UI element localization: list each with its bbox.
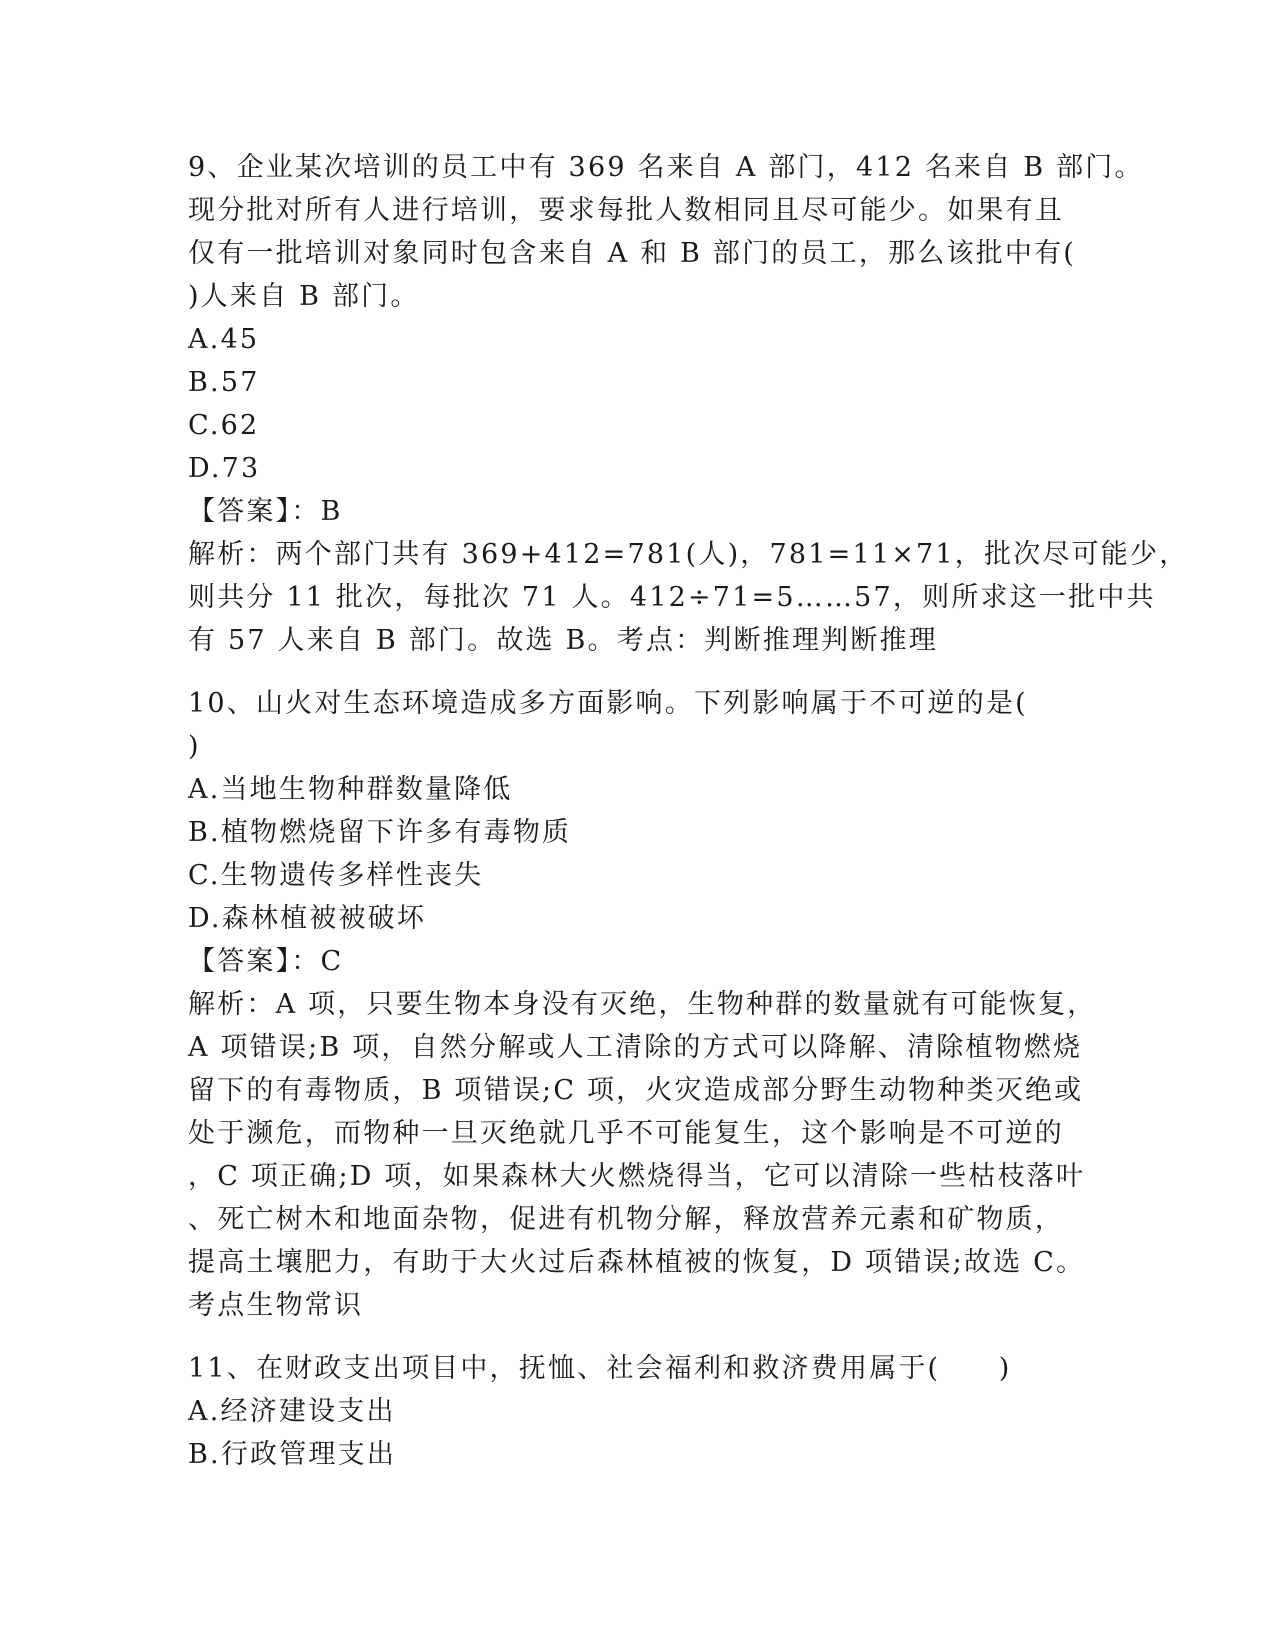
option-b: B.行政管理支出 bbox=[188, 1439, 397, 1470]
analysis-line: 留下的有毒物质，B 项错误;C 项，火灾造成部分野生动物种类灭绝或 bbox=[188, 1075, 1084, 1106]
option-d: D.森林植被被破坏 bbox=[188, 903, 427, 934]
answer-label: 【答案】：C bbox=[188, 946, 344, 977]
question-10 bbox=[188, 682, 1097, 1327]
analysis-line: 则共分 11 批次，每批次 71 人。412÷71=5……57，则所求这一批中共 bbox=[188, 582, 1156, 613]
analysis-line: ，C 项正确;D 项，如果森林大火燃烧得当，它可以清除一些枯枝落叶 bbox=[188, 1161, 1086, 1192]
question-stem-line: 11、在财政支出项目中，抚恤、社会福利和救济费用属于( ) bbox=[188, 1353, 1012, 1384]
option-d: D.73 bbox=[188, 453, 261, 484]
question-stem-line: )人来自 B 部门。 bbox=[188, 281, 420, 312]
question-9 bbox=[188, 146, 1189, 662]
question-stem-line: 10、山火对生态环境造成多方面影响。下列影响属于不可逆的是( bbox=[188, 688, 1028, 719]
analysis-line: 处于濒危，而物种一旦灭绝就几乎不可能复生，这个影响是不可逆的 bbox=[188, 1118, 1064, 1149]
option-c: C.生物遗传多样性丧失 bbox=[188, 860, 484, 891]
question-stem-line: 9、企业某次培训的员工中有 369 名来自 A 部门，412 名来自 B 部门。 bbox=[188, 152, 1144, 183]
answer-label: 【答案】：B bbox=[188, 496, 343, 527]
analysis-line: 有 57 人来自 B 部门。故选 B。考点：判断推理判断推理 bbox=[188, 625, 938, 656]
question-11 bbox=[188, 1347, 1088, 1476]
analysis-line: 解析：A 项，只要生物本身没有灭绝，生物种群的数量就有可能恢复， bbox=[188, 989, 1097, 1020]
question-stem-line: 现分批对所有人进行培训，要求每批人数相同且尽可能少。如果有且 bbox=[188, 195, 1064, 226]
document-page bbox=[188, 146, 1189, 1476]
option-a: A.经济建设支出 bbox=[188, 1396, 396, 1427]
option-b: B.植物燃烧留下许多有毒物质 bbox=[188, 817, 572, 848]
analysis-line: 解析：两个部门共有 369+412=781(人)，781=11×71，批次尽可能少， bbox=[188, 539, 1189, 570]
option-a: A.当地生物种群数量降低 bbox=[188, 774, 513, 805]
analysis-line: 、死亡树木和地面杂物，促进有机物分解，释放营养元素和矿物质， bbox=[188, 1204, 1064, 1235]
analysis-line: 考点生物常识 bbox=[188, 1290, 364, 1321]
option-b: B.57 bbox=[188, 367, 260, 398]
spacer bbox=[188, 1327, 1088, 1347]
question-stem-line: 仅有一批培训对象同时包含来自 A 和 B 部门的员工，那么该批中有( bbox=[188, 238, 1077, 269]
analysis-line: 提高土壤肥力，有助于大火过后森林植被的恢复，D 项错误;故选 C。 bbox=[188, 1247, 1086, 1278]
spacer bbox=[188, 662, 1088, 682]
question-stem-line: ) bbox=[188, 731, 201, 762]
option-a: A.45 bbox=[188, 324, 260, 355]
analysis-line: A 项错误;B 项，自然分解或人工清除的方式可以降解、清除植物燃烧 bbox=[188, 1032, 1083, 1063]
option-c: C.62 bbox=[188, 410, 260, 441]
